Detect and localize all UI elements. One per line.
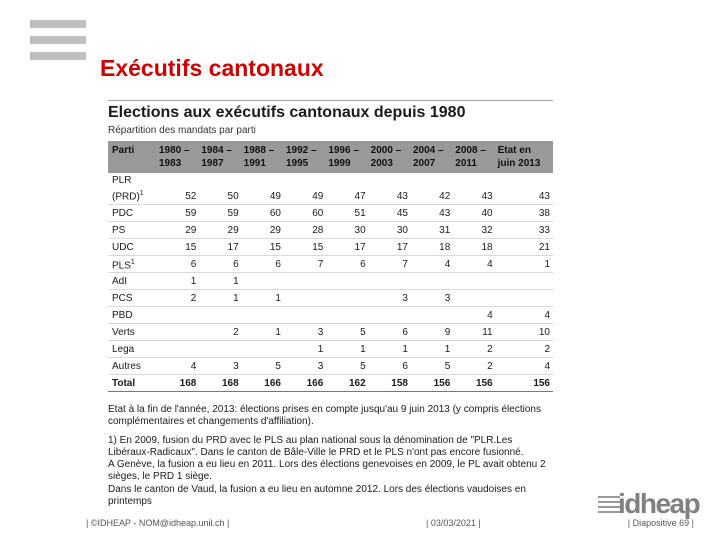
mandate-count-cell: 43: [496, 173, 553, 205]
table-row: [108, 256, 553, 273]
mandate-count-cell: 9: [411, 324, 453, 341]
table-row: [108, 239, 553, 256]
column-header-period: 1992 – 1995: [284, 141, 326, 173]
footer-date: | 03/03/2021 |: [426, 518, 481, 528]
column-header-period: 1996 – 1999: [326, 141, 368, 173]
mandate-count-cell: 45: [369, 205, 411, 222]
figure-subtitle: Répartition des mandats par parti: [108, 125, 256, 136]
mandate-count-cell: 10: [496, 324, 553, 341]
mandate-count-cell: 7: [369, 256, 411, 273]
mandate-count-cell: 47: [326, 173, 368, 205]
mandate-count-cell: [411, 307, 453, 324]
party-name-cell: PLR (PRD)$^1$: [108, 173, 157, 205]
mandate-count-cell: [157, 341, 199, 358]
table-row: [108, 173, 553, 205]
mandate-count-cell: 28: [284, 222, 326, 239]
mandate-count-cell: 168: [199, 375, 241, 392]
mandate-count-cell: [326, 290, 368, 307]
mandate-count-cell: 4: [453, 256, 495, 273]
mandate-count-cell: 156: [453, 375, 495, 392]
figure-title: Elections aux exécutifs cantonaux depuis 1980: [108, 104, 466, 121]
mandate-count-cell: 1: [369, 341, 411, 358]
mandate-count-cell: [242, 341, 284, 358]
mandate-count-cell: 17: [199, 239, 241, 256]
mandate-count-cell: 1: [242, 290, 284, 307]
mandate-count-cell: 4: [496, 358, 553, 375]
mandate-count-cell: 2: [453, 358, 495, 375]
mandate-count-cell: 6: [369, 358, 411, 375]
mandate-count-cell: 33: [496, 222, 553, 239]
mandate-count-cell: [496, 290, 553, 307]
footer-contact: | ©IDHEAP - NOM@idheap.unil.ch |: [86, 518, 230, 528]
mandate-count-cell: 156: [411, 375, 453, 392]
mandate-count-cell: 29: [242, 222, 284, 239]
mandate-count-cell: 3: [369, 290, 411, 307]
table-row: [108, 222, 553, 239]
mandate-count-cell: 1: [199, 273, 241, 290]
table-total-row: [108, 375, 553, 392]
slide-title: Exécutifs cantonaux: [100, 55, 324, 81]
mandate-count-cell: 1: [242, 324, 284, 341]
mandate-count-cell: 43: [369, 173, 411, 205]
column-header-period: 1984 – 1987: [199, 141, 241, 173]
mandate-count-cell: 30: [369, 222, 411, 239]
note-paragraph: Dans le canton de Vaud, la fusion a eu lieu en automne 2012. Lors des élections vaudoises en printemps: [108, 483, 526, 508]
mandate-count-cell: 4: [496, 307, 553, 324]
party-name-cell: Autres: [108, 358, 157, 375]
mandate-count-cell: 60: [284, 205, 326, 222]
mandate-count-cell: 3: [411, 290, 453, 307]
figure-top-rule: [108, 100, 553, 101]
mandate-count-cell: [242, 307, 284, 324]
party-name-cell: PS: [108, 222, 157, 239]
party-name-cell: AdI: [108, 273, 157, 290]
mandate-count-cell: 2: [157, 290, 199, 307]
party-name-cell: PDC: [108, 205, 157, 222]
mandate-count-cell: 42: [411, 173, 453, 205]
mandate-count-cell: [453, 273, 495, 290]
mandate-count-cell: 6: [199, 256, 241, 273]
mandate-count-cell: [326, 307, 368, 324]
mandate-count-cell: 4: [411, 256, 453, 273]
mandate-count-cell: 1: [284, 341, 326, 358]
mandate-count-cell: 6: [326, 256, 368, 273]
table-notes: [108, 404, 553, 508]
logo-lines: [598, 496, 620, 516]
mandate-count-cell: 2: [496, 341, 553, 358]
mandate-count-cell: 32: [453, 222, 495, 239]
mandate-count-cell: 162: [326, 375, 368, 392]
mandate-count-cell: 29: [199, 222, 241, 239]
table-row: [108, 358, 553, 375]
party-name-cell: Lega: [108, 341, 157, 358]
mandate-count-cell: 18: [453, 239, 495, 256]
mandate-count-cell: 60: [242, 205, 284, 222]
column-header-period: 2004 – 2007: [411, 141, 453, 173]
mandate-count-cell: [326, 273, 368, 290]
menu-bar: [30, 20, 86, 28]
mandate-count-cell: 5: [242, 358, 284, 375]
menu-bars-decoration: [30, 20, 86, 68]
table-header-row: [108, 141, 553, 173]
mandate-count-cell: 166: [242, 375, 284, 392]
mandate-count-cell: [411, 273, 453, 290]
idheap-logo: [598, 488, 700, 519]
column-header-period: 2008 – 2011: [453, 141, 495, 173]
mandate-count-cell: 17: [326, 239, 368, 256]
party-name-cell: UDC: [108, 239, 157, 256]
mandate-count-cell: 1: [496, 256, 553, 273]
mandate-count-cell: [284, 273, 326, 290]
logo-text: idheap: [618, 488, 700, 519]
mandates-table: [108, 141, 553, 392]
mandate-count-cell: 15: [284, 239, 326, 256]
note-paragraph: 1) En 2009, fusion du PRD avec le PLS au plan national sous la dénomination de "PLR.Les Libéraux-Radicaux". Dans le canton de Bâle-Ville le PRD et le PLS n'ont pas encore fusionné.: [108, 434, 524, 458]
mandate-count-cell: 40: [453, 205, 495, 222]
mandate-count-cell: [199, 307, 241, 324]
mandate-count-cell: 50: [199, 173, 241, 205]
mandate-count-cell: [157, 307, 199, 324]
table-row: [108, 307, 553, 324]
mandate-count-cell: 1: [199, 290, 241, 307]
mandate-count-cell: 6: [242, 256, 284, 273]
party-name-cell: PCS: [108, 290, 157, 307]
mandate-count-cell: [284, 290, 326, 307]
mandate-count-cell: 5: [411, 358, 453, 375]
mandate-count-cell: [369, 307, 411, 324]
mandate-count-cell: [496, 273, 553, 290]
mandate-count-cell: 4: [157, 358, 199, 375]
menu-bar: [30, 52, 86, 60]
mandate-count-cell: 59: [199, 205, 241, 222]
mandate-count-cell: 52: [157, 173, 199, 205]
mandate-count-cell: 30: [326, 222, 368, 239]
footer-slide-number: | Diapositive 69 |: [627, 518, 694, 528]
menu-bar: [30, 36, 86, 44]
table-row: [108, 290, 553, 307]
mandate-count-cell: 51: [326, 205, 368, 222]
mandate-count-cell: 4: [453, 307, 495, 324]
mandate-count-cell: 15: [157, 239, 199, 256]
mandate-count-cell: 156: [496, 375, 553, 392]
mandate-count-cell: 43: [453, 173, 495, 205]
mandate-count-cell: 11: [453, 324, 495, 341]
mandate-count-cell: 1: [411, 341, 453, 358]
mandate-count-cell: 17: [369, 239, 411, 256]
mandate-count-cell: 158: [369, 375, 411, 392]
table-row: [108, 273, 553, 290]
column-header-period: 1980 – 1983: [157, 141, 199, 173]
mandate-count-cell: 29: [157, 222, 199, 239]
mandate-count-cell: 5: [326, 358, 368, 375]
column-header-period: 1988 – 1991: [242, 141, 284, 173]
mandate-count-cell: [242, 273, 284, 290]
mandate-count-cell: [453, 290, 495, 307]
figure: [108, 100, 553, 392]
mandate-count-cell: 5: [326, 324, 368, 341]
mandate-count-cell: [284, 307, 326, 324]
mandate-count-cell: 1: [157, 273, 199, 290]
mandate-count-cell: 166: [284, 375, 326, 392]
mandate-count-cell: 49: [242, 173, 284, 205]
party-name-cell: Total: [108, 375, 157, 392]
mandate-count-cell: 2: [453, 341, 495, 358]
party-name-cell: PBD: [108, 307, 157, 324]
mandate-count-cell: 15: [242, 239, 284, 256]
mandate-count-cell: 3: [199, 358, 241, 375]
mandate-count-cell: 3: [284, 358, 326, 375]
mandate-count-cell: 49: [284, 173, 326, 205]
mandate-count-cell: 168: [157, 375, 199, 392]
mandate-count-cell: 43: [411, 205, 453, 222]
table-body: [108, 173, 553, 392]
mandate-count-cell: 21: [496, 239, 553, 256]
mandate-count-cell: 2: [199, 324, 241, 341]
mandate-count-cell: 7: [284, 256, 326, 273]
mandate-count-cell: [157, 324, 199, 341]
mandate-count-cell: 6: [157, 256, 199, 273]
mandate-count-cell: 59: [157, 205, 199, 222]
column-header-party: Parti: [108, 141, 157, 173]
table-row: [108, 205, 553, 222]
mandate-count-cell: [369, 273, 411, 290]
column-header-period: 2000 – 2003: [369, 141, 411, 173]
table-row: [108, 341, 553, 358]
column-header-period: Etat en juin 2013: [496, 141, 553, 173]
mandate-count-cell: 3: [284, 324, 326, 341]
note-paragraph: A Genève, la fusion a eu lieu en 2011. Lors des élections genevoises en 2009, le PL avait obtenu 2 sièges, le PRD 1 siège.: [108, 459, 546, 483]
mandate-count-cell: 31: [411, 222, 453, 239]
note-paragraph: Etat à la fin de l'année, 2013: élections prises en compte jusqu'au 9 juin 2013 (y compris élections complémentaires et changements d'affiliation).: [108, 404, 541, 428]
mandate-count-cell: 18: [411, 239, 453, 256]
mandate-count-cell: [199, 341, 241, 358]
mandate-count-cell: 6: [369, 324, 411, 341]
party-name-cell: Verts: [108, 324, 157, 341]
mandate-count-cell: 1: [326, 341, 368, 358]
table-row: [108, 324, 553, 341]
mandate-count-cell: 38: [496, 205, 553, 222]
party-name-cell: PLS$^1$: [108, 256, 157, 273]
